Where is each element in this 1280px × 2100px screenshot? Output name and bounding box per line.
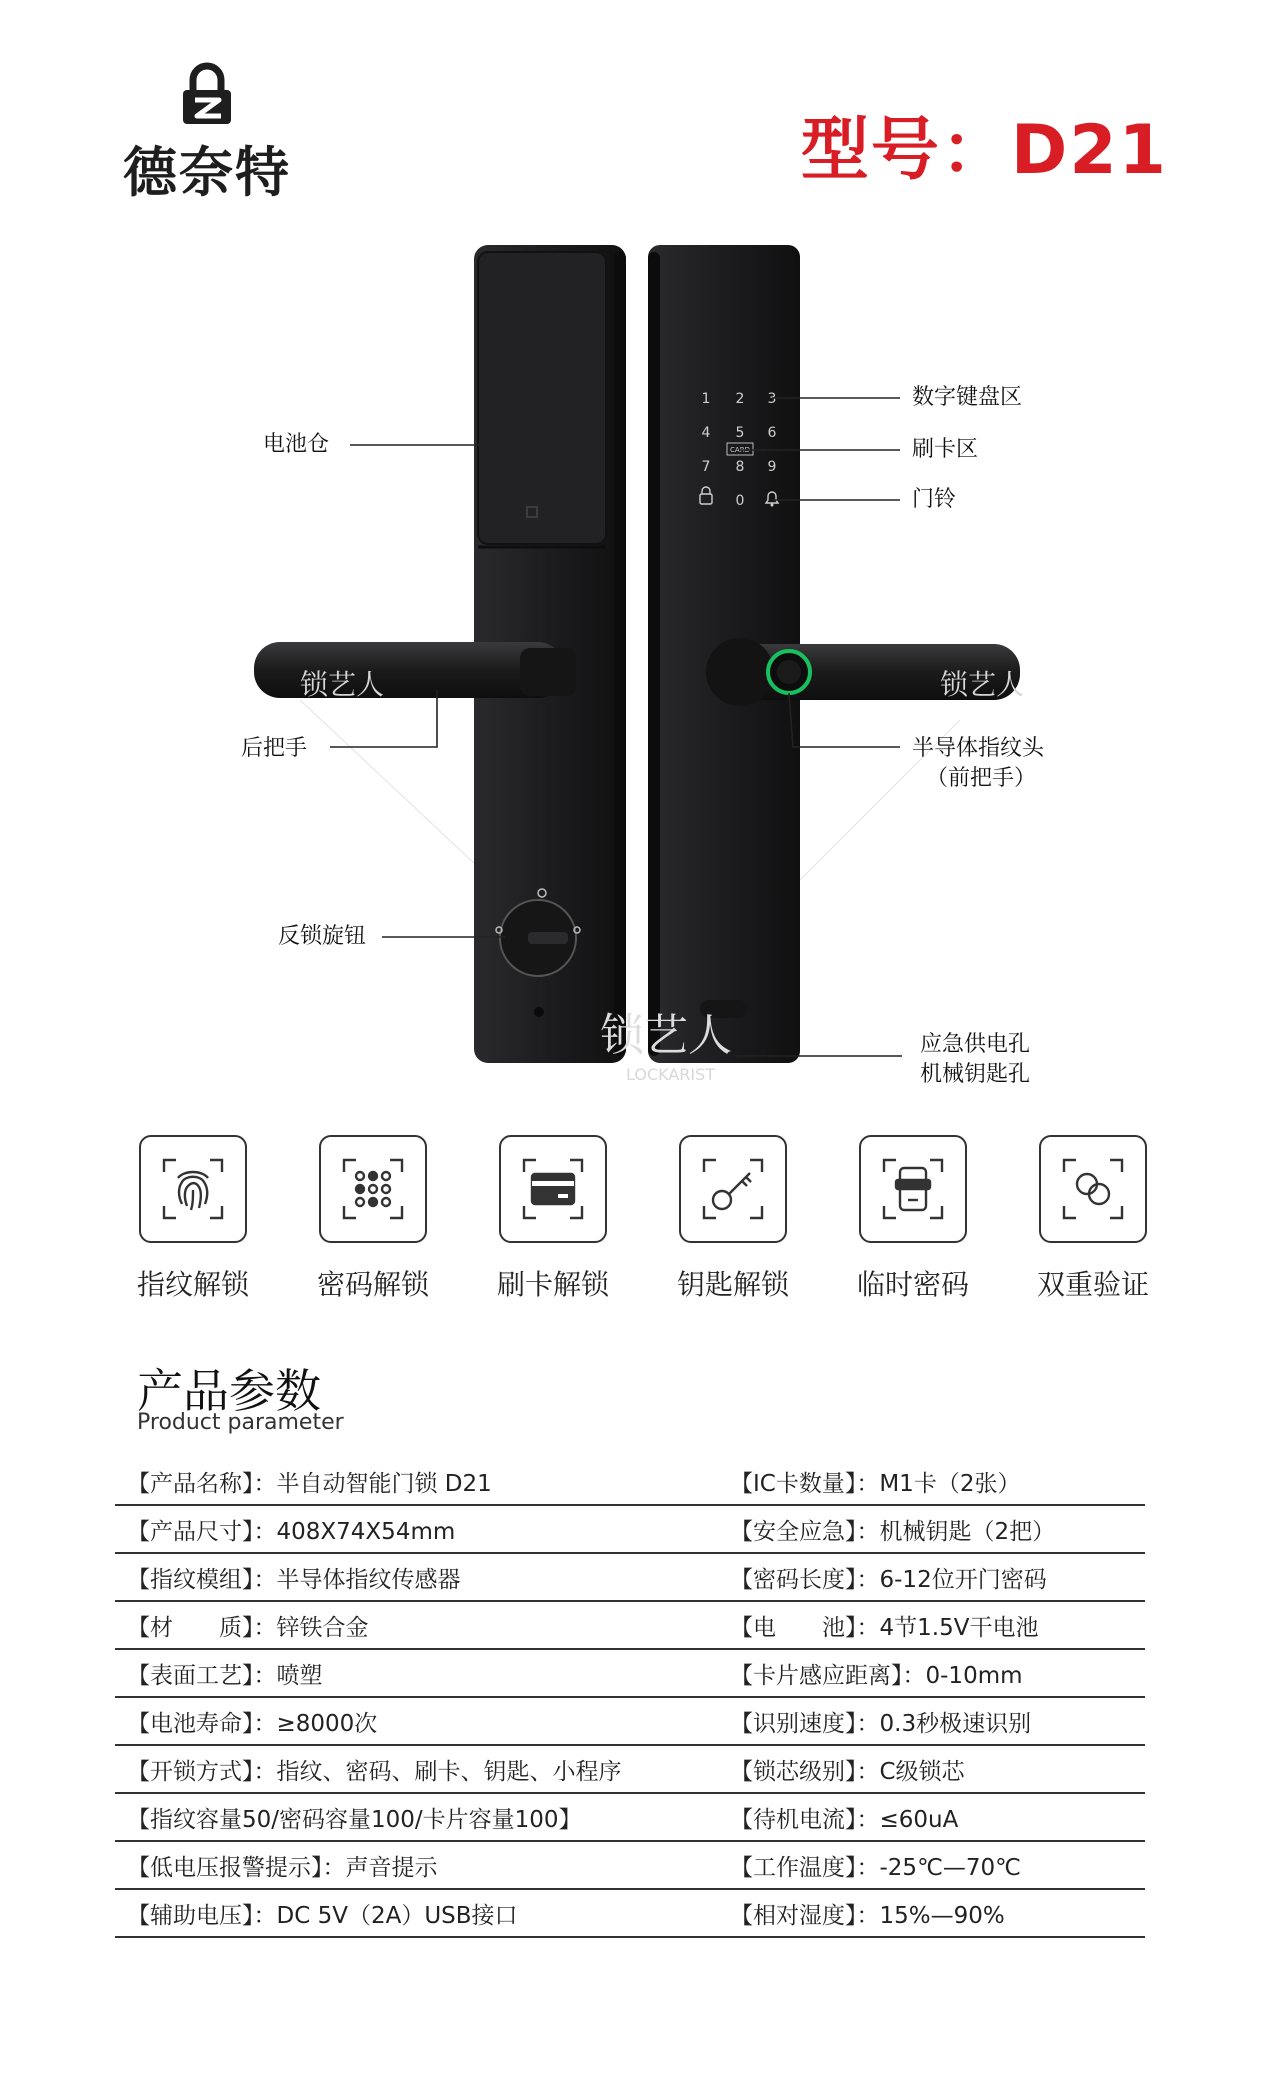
card-icon	[499, 1135, 607, 1243]
param-left: 【指纹容量50/密码容量100/卡片容量100】	[127, 1806, 582, 1833]
feature-label: 指纹解锁	[136, 1268, 249, 1301]
param-left: 【低电压报警提示】：声音提示	[127, 1854, 438, 1881]
callout-emergency	[920, 1030, 1030, 1090]
keypad-digit: 5	[735, 425, 745, 441]
callout-card: 刷卡区	[912, 437, 979, 462]
keypad-digit: 4	[701, 425, 711, 441]
param-right: 【待机电流】：≤60uA	[730, 1806, 959, 1833]
fingerprint-icon	[139, 1135, 247, 1243]
params-row	[115, 1602, 1145, 1650]
param-left: 【电池寿命】：≥8000次	[127, 1710, 378, 1737]
battery-cover	[478, 252, 606, 544]
param-left: 【材 质】：锌铁合金	[127, 1614, 369, 1641]
params-subtitle: Product parameter	[137, 1410, 344, 1435]
params-table	[115, 1458, 1145, 1938]
keypad-digit: 6	[767, 425, 777, 441]
param-right: 【安全应急】：机械钥匙（2把）	[730, 1518, 1056, 1545]
param-right: 【电 池】：4节1.5V干电池	[730, 1614, 1039, 1641]
params-row	[115, 1650, 1145, 1698]
param-left: 【产品尺寸】：408X74X54mm	[127, 1518, 456, 1545]
params-title: 产品参数	[137, 1364, 321, 1418]
callout-keypad: 数字键盘区	[912, 385, 1023, 410]
feature-label: 刷卡解锁	[496, 1268, 609, 1301]
callout-fingerprint	[912, 734, 1044, 794]
params-row	[115, 1746, 1145, 1794]
keypad-digit: 2	[735, 391, 745, 407]
callout-emergency-line2: 机械钥匙孔	[920, 1062, 1031, 1087]
feature-label: 密码解锁	[316, 1268, 429, 1301]
fingerprint-sensor	[768, 651, 810, 693]
brand-lock-logo-icon	[177, 62, 237, 126]
temp-password-icon	[859, 1135, 967, 1243]
feature-fingerprint	[128, 1135, 258, 1303]
callout-fingerprint-line2: （前把手）	[926, 766, 1037, 791]
param-right: 【卡片感应距离】：0-10mm	[730, 1662, 1023, 1689]
param-right: 【锁芯级别】：C级锁芯	[730, 1758, 965, 1785]
brand	[112, 62, 302, 207]
keypad-digit: 1	[701, 391, 711, 407]
watermark-text-en: LOCKARIST	[626, 1065, 716, 1084]
feature-label: 钥匙解锁	[676, 1268, 789, 1301]
keypad-digit: 7	[701, 459, 711, 475]
keypad-digit: 9	[767, 459, 777, 475]
callout-emergency-line1: 应急供电孔	[920, 1032, 1031, 1057]
brand-name: 德奈特	[123, 141, 291, 204]
params-row	[115, 1554, 1145, 1602]
params-row	[115, 1890, 1145, 1938]
param-left: 【表面工艺】：喷塑	[127, 1662, 323, 1689]
param-left: 【指纹模组】：半导体指纹传感器	[127, 1566, 461, 1593]
param-left: 【辅助电压】：DC 5V（2A）USB接口	[127, 1902, 518, 1929]
keypad-digit: 8	[735, 459, 745, 475]
params-row	[115, 1842, 1145, 1890]
param-left: 【开锁方式】：指纹、密码、刷卡、钥匙、小程序	[127, 1758, 622, 1785]
callout-rear-handle: 后把手	[241, 736, 308, 761]
param-right: 【IC卡数量】：M1卡（2张）	[730, 1470, 1021, 1497]
watermark-text: 锁艺人	[300, 668, 385, 701]
feature-password	[308, 1135, 438, 1303]
rear-screw-hole	[534, 1007, 544, 1017]
keypad-digit: 0	[735, 493, 745, 509]
param-right: 【工作温度】：-25℃—70℃	[730, 1854, 1021, 1881]
watermark-text: 锁艺人	[940, 668, 1025, 701]
feature-label: 临时密码	[856, 1268, 969, 1301]
front-lock-panel	[648, 245, 1023, 1063]
callout-fingerprint-line1: 半导体指纹头	[912, 736, 1045, 761]
param-left: 【产品名称】：半自动智能门锁 D21	[127, 1470, 492, 1497]
callout-doorbell: 门铃	[912, 487, 957, 512]
watermark-text: 锁艺人	[600, 1010, 732, 1061]
feature-key	[668, 1135, 798, 1303]
dual-verify-icon	[1039, 1135, 1147, 1243]
feature-card	[488, 1135, 618, 1303]
param-right: 【识别速度】：0.3秒极速识别	[730, 1710, 1032, 1737]
params-row	[115, 1794, 1145, 1842]
params-row	[115, 1506, 1145, 1554]
feature-dual-verify	[1028, 1135, 1158, 1303]
feature-list	[128, 1135, 1158, 1303]
key-icon	[679, 1135, 787, 1243]
params-row	[115, 1698, 1145, 1746]
feature-temp-password	[848, 1135, 978, 1303]
keypad-icon	[319, 1135, 427, 1243]
model-title: 型号：D21	[800, 111, 1168, 190]
keypad-digit: 3	[767, 391, 777, 407]
callout-battery: 电池仓	[263, 432, 330, 457]
params-row	[115, 1458, 1145, 1506]
feature-label: 双重验证	[1036, 1268, 1149, 1301]
card-label: CARD	[730, 446, 750, 454]
param-right: 【相对湿度】：15%—90%	[730, 1902, 1005, 1929]
product-illustration	[0, 230, 1280, 1110]
param-right: 【密码长度】：6-12位开门密码	[730, 1566, 1047, 1593]
callout-knob: 反锁旋钮	[278, 924, 367, 949]
